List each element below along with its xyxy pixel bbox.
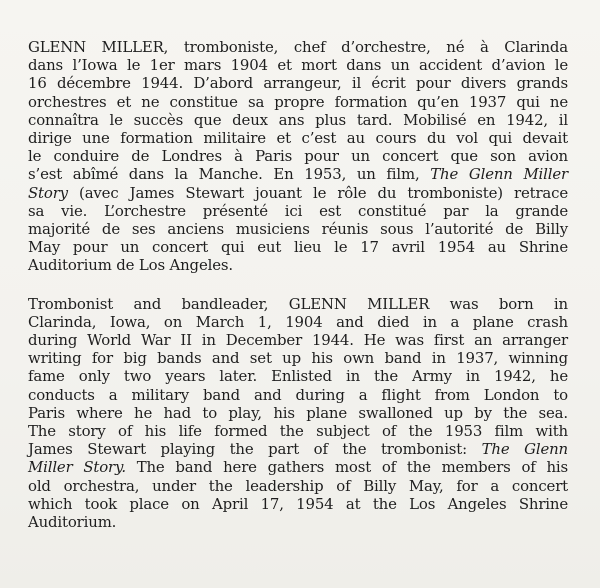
text-line: conducts a military band and during a flight from London to [28,385,568,404]
text-line: Auditorium de Los Angeles. [28,256,233,275]
text-line: GLENN MILLER, tromboniste, chef d’orchestre, né à Clarinda [28,38,568,56]
text-line: old orchestra, under the leadership of Billy May, for a concert [28,476,568,495]
text-line: fame only two years later. Enlisted in the Army in 1942, he [28,367,568,386]
film-title: Story [28,183,68,202]
film-title: The Glenn [481,440,568,459]
text-line: s’est abîmé dans la Manche. En 1953, un film, The Glenn Miller [28,165,569,184]
text-line: Paris where he had to play, his plane swalloned up by the sea. [28,403,568,422]
text-line: Miller Story. The band here gathers most of the members of his [28,458,568,477]
text-line: dirige une formation militaire et c’est au cours du vol qui devait [28,129,568,148]
english-paragraph [28,295,568,532]
text-line: The story of his life formed the subject of the 1953 film with [28,422,568,441]
film-title: Miller Story. [28,458,126,477]
text-line: which took place on April 17, 1954 at the Los Angeles Shrine [28,494,568,513]
text-line: 16 décembre 1944. D’abord arrangeur, il écrit pour divers grands [28,74,568,93]
text-line: Story (avec James Stewart jouant le rôle du tromboniste) retrace [28,183,568,202]
text-line: writing for big bands and set up his own band in 1937, winning [28,349,568,368]
text-line: connaîtra le succès que deux ans plus tard. Mobilisé en 1942, il [28,110,568,129]
liner-notes-text [28,38,568,531]
text-line: James Stewart playing the part of the trombonist: The Glenn [28,440,568,459]
text-line: May pour un concert qui eut lieu le 17 avril 1954 au Shrine [28,238,568,257]
text-line: Auditorium. [28,513,117,532]
text-line: sa vie. L’orchestre présenté ici est constitué par la grande [28,201,568,220]
text-line: Trombonist and bandleader, GLENN MILLER was born in [28,294,568,313]
film-title: The Glenn Miller [430,165,569,184]
text-line: during World War II in December 1944. He was first an arranger [28,331,568,350]
text-line: orchestres et ne constitue sa propre formation qu’en 1937 qui ne [28,92,568,111]
text-line: Clarinda, Iowa, on March 1, 1904 and died in a plane crash [28,312,568,331]
text-line: majorité de ses anciens musiciens réunis sous l’autorité de Billy [28,220,568,239]
text-line: le conduire de Londres à Paris pour un concert que son avion [28,147,568,166]
french-paragraph [28,38,568,275]
text-line: dans l’Iowa le 1er mars 1904 et mort dans un accident d’avion le [28,56,568,75]
